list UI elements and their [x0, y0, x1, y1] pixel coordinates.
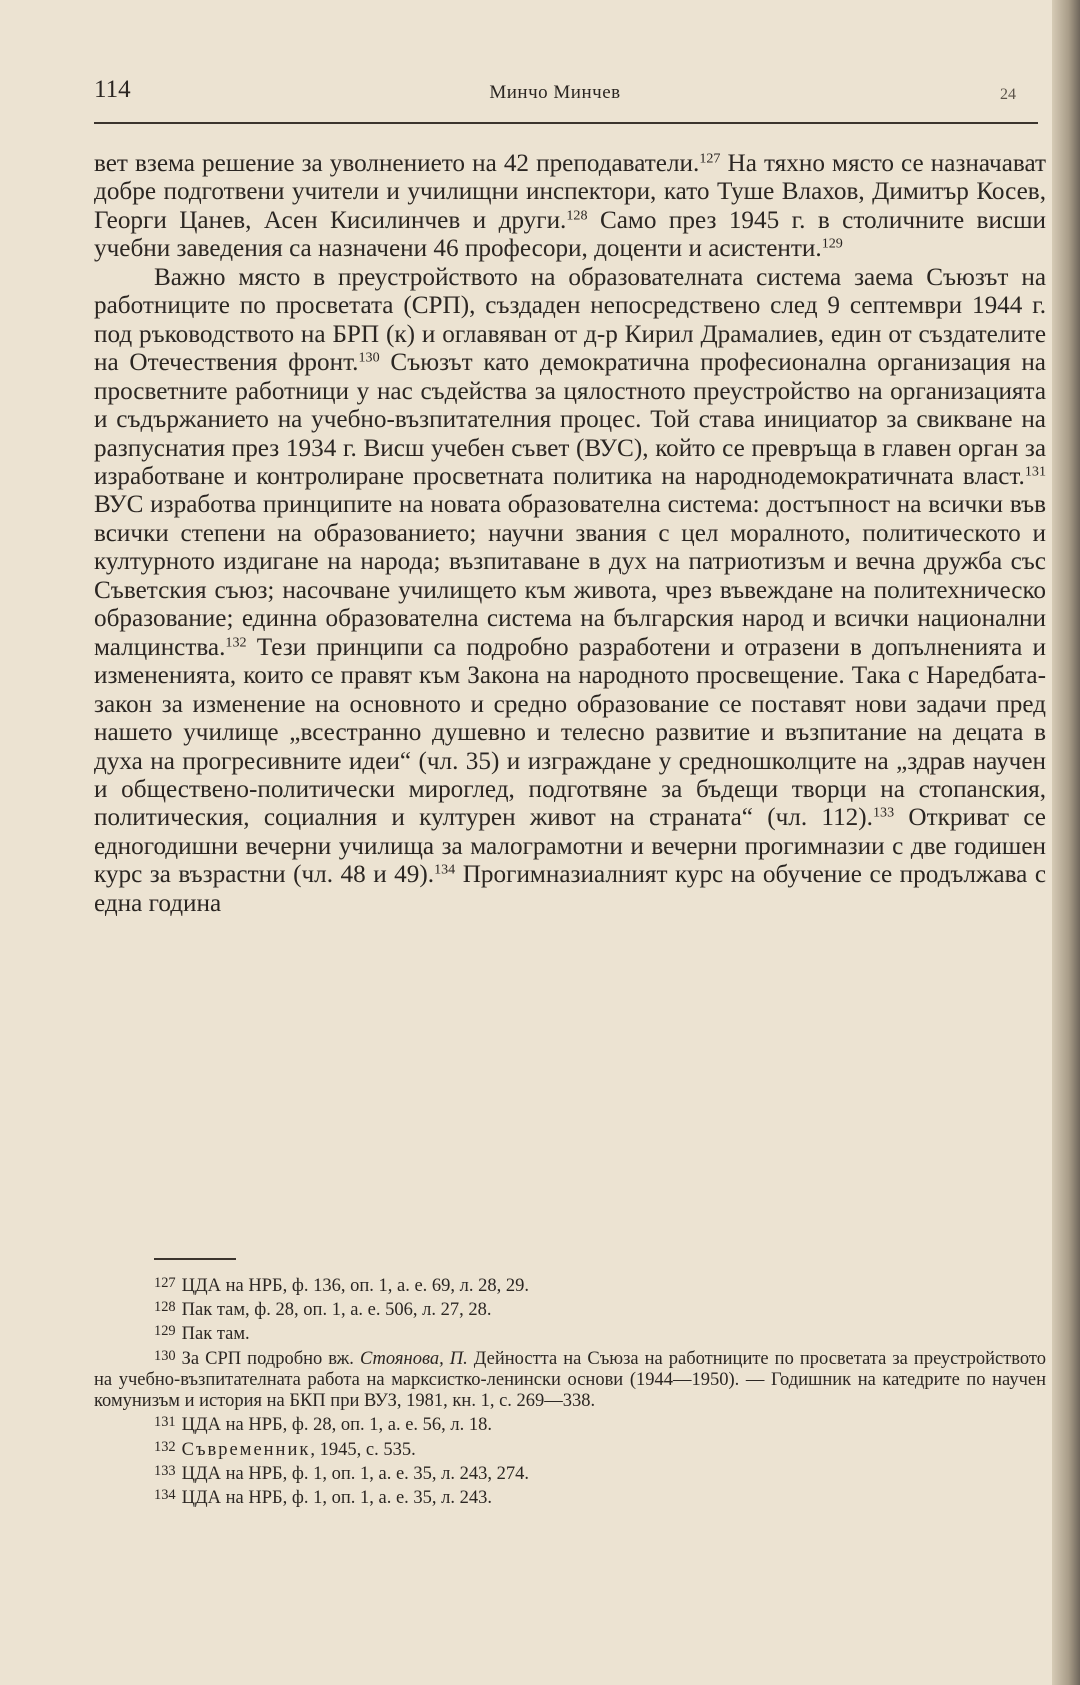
header-rule [94, 122, 1038, 124]
text-run: Тези принципи са подробно разработени и отразени в допълненията и измененията, които се правят към Закона на народното просвещение. Така с Наредбата-закон за изменение на основното и средно образование се поставят нови задачи пред нашето училище „всестранно душевно и телесно развитие и възпитание на децата в духа на прогресивните идеи“ (чл. 35) и изграждане у средношколците на „здрав научен и обществено-политически мироглед, подготвяне за бъдещи творци на стопанския, политическия, социалния и културен живот на страната“ (чл. 112). [94, 633, 1046, 832]
side-number: 24 [1000, 86, 1016, 103]
footnote-rule [154, 1258, 236, 1260]
footnote-number: 134 [154, 1487, 176, 1504]
footnote-text: ЦДА на НРБ, ф. 136, оп. 1, а. е. 69, л. 28, 29. [181, 1276, 530, 1297]
footnote-number: 129 [154, 1323, 176, 1340]
text-run: Само през 1945 г. в столичните висши учебни заведения са назначени 46 професори, доценти и асистенти. [94, 206, 1046, 263]
body-text [94, 150, 1046, 918]
footnotes [94, 1273, 1046, 1509]
footnote-number: 127 [154, 1275, 176, 1291]
footnote-text: , 1945, с. 535. [310, 1439, 416, 1460]
footnote-128 [94, 1297, 1046, 1321]
footnote-127 [94, 1273, 1046, 1297]
footnote-130 [94, 1346, 1046, 1413]
footnote-number: 133 [154, 1462, 176, 1479]
page-number: 114 [94, 76, 131, 103]
text-run: вет взема решение за уволнението на 42 преподаватели. [94, 150, 700, 177]
footnote-text: ЦДА на НРБ, ф. 1, оп. 1, а. е. 35, л. 243, 274. [181, 1463, 530, 1484]
footnote-number: 131 [154, 1414, 176, 1431]
text-run: ВУС изработва принципите на новата образователна система: достъпност на всички във всички степени на образованието; научни звания с цел моралното, политическото и културното издигане на народа; възпитаване в дух на патриотизъм и вечна дружба със Съветския съюз; насочване училището към живота, чрез въвеждане на политехническо образование; единна образователна система на българския народ и всички национални малцинства. [94, 491, 1046, 661]
running-head: Минчо Минчев [489, 82, 621, 103]
footnote-ref-127[interactable]: 127 [699, 150, 721, 167]
paragraph-1 [94, 150, 1046, 264]
footnote-text: ЦДА на НРБ, ф. 28, оп. 1, а. е. 56, л. 18. [181, 1415, 493, 1436]
footnote-ref-134[interactable]: 134 [434, 861, 456, 878]
footnote-source-title: Съвременник [181, 1439, 311, 1460]
footnote-134 [94, 1485, 1046, 1509]
text-run: Важно място в преустройството на образователната система заема Съюзът на работниците по просветата (СРП), създаден непосредствено след 9 септември 1944 г. под ръководството на БРП (к) и оглавяван от д-р Кирил Драмалиев, един от създателите на Отечествения фронт. [94, 263, 1046, 377]
footnote-129 [94, 1321, 1046, 1345]
footnote-text: Пак там, ф. 28, оп. 1, а. е. 506, л. 27, 28. [181, 1300, 492, 1321]
footnote-author: Стоянова, П. [359, 1348, 468, 1369]
footnote-131 [94, 1412, 1046, 1436]
footnote-ref-128[interactable]: 128 [566, 207, 588, 224]
footnote-ref-131[interactable]: 131 [1024, 463, 1046, 480]
footnote-133 [94, 1461, 1046, 1485]
footnote-132 [94, 1437, 1046, 1461]
text-run: Откриват се едногодишни вечерни училища за малограмотни и вечерни прогимназии с две годишен курс за възрастни (чл. 48 и 49). [94, 804, 1046, 889]
paragraph-2 [94, 264, 1046, 918]
footnote-ref-132[interactable]: 132 [225, 633, 247, 650]
text-run: На тяхно място се назначават добре подготвени учители и училищни инспектори, като Туше Влахов, Димитър Косев, Георги Цанев, Асен Кисилинчев и други. [94, 150, 1046, 234]
footnote-ref-133[interactable]: 133 [872, 804, 895, 821]
footnote-text: За СРП подробно вж. [181, 1348, 360, 1369]
footnote-number: 128 [154, 1299, 176, 1316]
text-run: Съюзът като демократична професионална организация на просветните работници у нас съдейства за цялостното преустройство на организацията и съдържанието на учебно-възпитателния процес. Той става инициатор за свикване на разпуснатия през 1934 г. Висш учебен съвет (ВУС), който се превръща в главен орган за изработване и контролиране просветната политика на народнодемократичната власт. [94, 349, 1046, 490]
footnote-number: 132 [154, 1438, 176, 1455]
page-header [94, 76, 1016, 110]
footnote-ref-130[interactable]: 130 [358, 349, 380, 366]
footnote-ref-129[interactable]: 129 [821, 235, 843, 252]
footnote-text: Дейността на Съюза на работниците по просветата за преустройството на учебно-възпитателната работа на марксистко-ленински основи (1944—1950). — Годишник на катедрите по научен комунизъм и история на БКП при ВУЗ, 1981, кн. 1, с. 269—338. [94, 1348, 1046, 1412]
footnote-text: Пак там. [181, 1324, 250, 1345]
text-run: Прогимназиалният курс на обучение се продължава с една година [94, 861, 1046, 917]
page-edge-shadow [1052, 0, 1080, 1685]
footnote-number: 130 [154, 1347, 176, 1364]
footnote-text: ЦДА на НРБ, ф. 1, оп. 1, а. е. 35, л. 243. [181, 1488, 493, 1509]
